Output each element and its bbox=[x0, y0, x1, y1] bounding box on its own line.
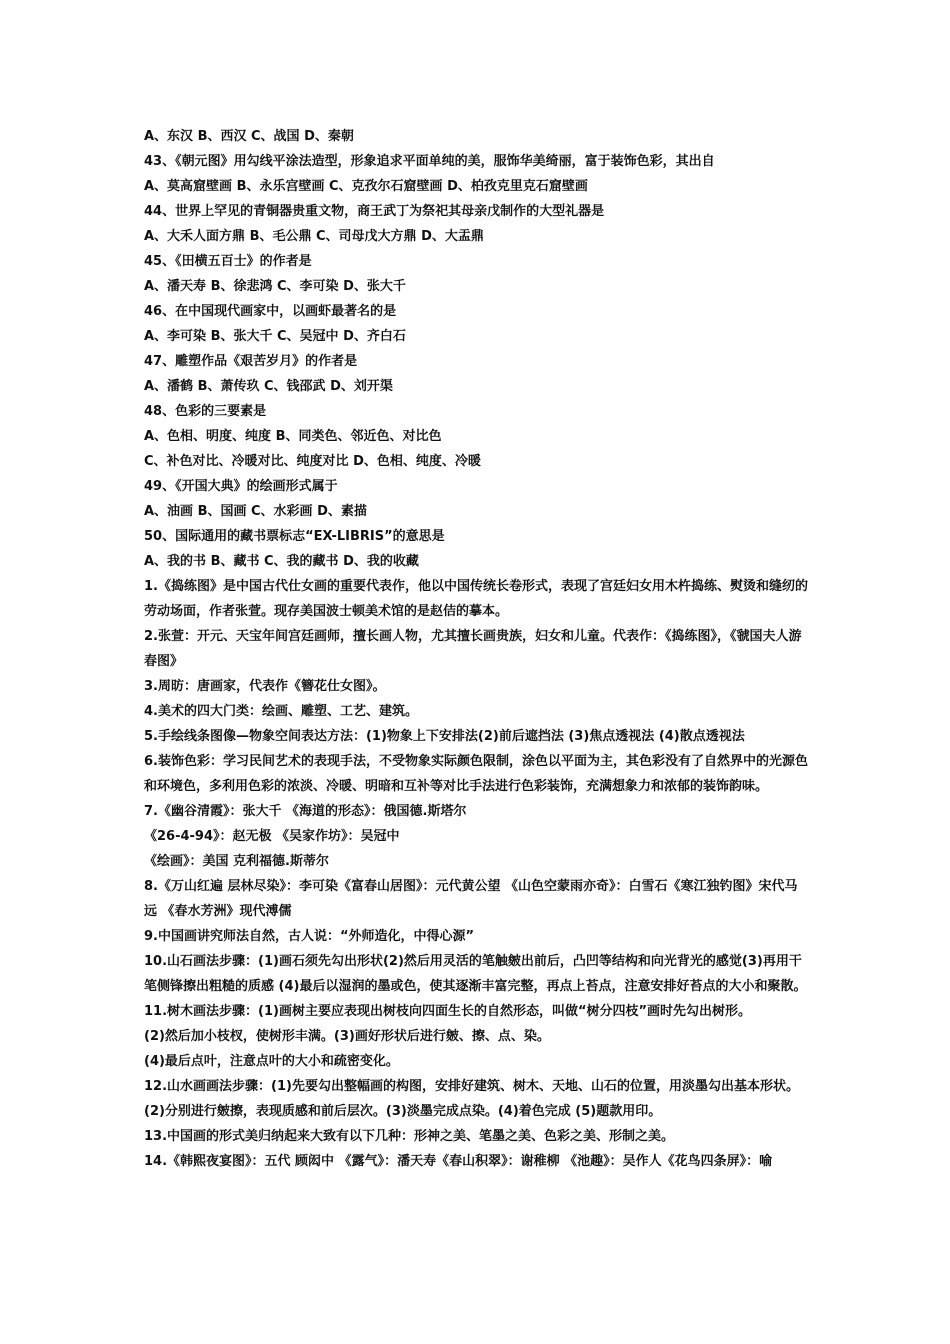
text-line: A、东汉 B、西汉 C、战国 D、秦朝 bbox=[144, 129, 354, 144]
options-45: A、潘天寿 B、徐悲鸿 C、李可染 D、张大千 bbox=[144, 279, 406, 294]
options-49: A、油画 B、国画 C、水彩画 D、素描 bbox=[144, 504, 367, 519]
note-12: 12.山水画画法步骤：(1)先要勾出整幅画的构图，安排好建筑、树木、天地、山石的位置，用淡墨勾出基本形状。(2)分别进行皴擦，表现质感和前后层次。(3)淡墨完成点染。(4)着色完成 (5)题款用印。 bbox=[144, 1079, 799, 1119]
options-48-a: A、色相、明度、纯度 B、同类色、邻近色、对比色 bbox=[144, 429, 442, 444]
note-5: 5.手绘线条图像—物象空间表达方法：(1)物象上下安排法(2)前后遮挡法 (3)焦点透视法 (4)散点透视法 bbox=[144, 729, 745, 744]
note-1: 1.《捣练图》是中国古代仕女画的重要代表作，他以中国传统长卷形式，表现了宫廷妇女用木杵捣练、熨烫和缝纫的劳动场面，作者张萱。现存美国波士顿美术馆的是赵佶的摹本。 bbox=[144, 579, 808, 619]
question-46: 46、在中国现代画家中，以画虾最著名的是 bbox=[144, 304, 397, 319]
note-11: 11.树木画法步骤：(1)画树主要应表现出树枝向四面生长的自然形态，叫做“树分四枝”画时先勾出树形。 bbox=[144, 1004, 752, 1019]
options-47: A、潘鹤 B、萧传玖 C、钱邵武 D、刘开渠 bbox=[144, 379, 393, 394]
note-4: 4.美术的四大门类：绘画、雕塑、工艺、建筑。 bbox=[144, 704, 418, 719]
note-2: 2.张萱：开元、天宝年间宫廷画师，擅长画人物，尤其擅长画贵族，妇女和儿童。代表作：《捣练图》，《虢国夫人游春图》 bbox=[144, 629, 802, 669]
note-7-line-2: 《26-4-94》：赵无极 《吴家作坊》：吴冠中 bbox=[144, 829, 400, 844]
note-7: 7.《幽谷清霞》：张大千 《海道的形态》：俄国德.斯塔尔 bbox=[144, 804, 467, 819]
question-45: 45、《田横五百士》的作者是 bbox=[144, 254, 312, 269]
options-43: A、莫高窟壁画 B、永乐宫壁画 C、克孜尔石窟壁画 D、柏孜克里克石窟壁画 bbox=[144, 179, 588, 194]
question-44: 44、世界上罕见的青铜器贵重文物，商王武丁为祭祀其母亲戊制作的大型礼器是 bbox=[144, 204, 605, 219]
question-48: 48、色彩的三要素是 bbox=[144, 404, 267, 419]
note-6: 6.装饰色彩：学习民间艺术的表现手法，不受物象实际颜色限制，涂色以平面为主，其色彩没有了自然界中的光源色和环境色，多利用色彩的浓淡、冷暖、明暗和互补等对比手法进行色彩装饰，充满想象力和浓郁的装饰韵味。 bbox=[144, 754, 808, 794]
note-11-line-3: (4)最后点叶，注意点叶的大小和疏密变化。 bbox=[144, 1054, 399, 1069]
question-43: 43、《朝元图》用勾线平涂法造型，形象追求平面单纯的美，服饰华美绮丽，富于装饰色彩，其出自 bbox=[144, 154, 715, 169]
options-46: A、李可染 B、张大千 C、吴冠中 D、齐白石 bbox=[144, 329, 406, 344]
question-49: 49、《开国大典》的绘画形式属于 bbox=[144, 479, 338, 494]
note-13: 13.中国画的形式美归纳起来大致有以下几种：形神之美、笔墨之美、色彩之美、形制之美。 bbox=[144, 1129, 675, 1144]
note-11-line-2: (2)然后加小枝杈，使树形丰满。(3)画好形状后进行皴、擦、点、染。 bbox=[144, 1029, 550, 1044]
note-8: 8.《万山红遍 层林尽染》：李可染《富春山居图》：元代黄公望 《山色空蒙雨亦奇》：白雪石《寒江独钓图》宋代马远 《春水芳洲》现代溥儒 bbox=[144, 879, 798, 919]
options-48-b: C、补色对比、冷暖对比、纯度对比 D、色相、纯度、冷暖 bbox=[144, 454, 481, 469]
document-page bbox=[144, 124, 810, 1174]
note-9: 9.中国画讲究师法自然，古人说：“外师造化，中得心源” bbox=[144, 929, 475, 944]
question-50: 50、国际通用的藏书票标志“EX-LIBRIS”的意思是 bbox=[144, 529, 445, 544]
question-47: 47、雕塑作品《艰苦岁月》的作者是 bbox=[144, 354, 358, 369]
note-3: 3.周昉：唐画家，代表作《簪花仕女图》。 bbox=[144, 679, 386, 694]
note-7-line-3: 《绘画》：美国 克利福德.斯蒂尔 bbox=[144, 854, 329, 869]
options-44: A、大禾人面方鼎 B、毛公鼎 C、司母戊大方鼎 D、大盂鼎 bbox=[144, 229, 484, 244]
options-50: A、我的书 B、藏书 C、我的藏书 D、我的收藏 bbox=[144, 554, 419, 569]
note-10: 10.山石画法步骤：(1)画石须先勾出形状(2)然后用灵活的笔触皴出前后，凸凹等结构和向光背光的感觉(3)再用干笔侧锋擦出粗糙的质感 (4)最后以湿润的墨或色，使其逐渐丰富完整，再点上苔点，注意安排好苔点的大小和聚散。 bbox=[144, 954, 807, 994]
note-14: 14.《韩熙夜宴图》：五代 顾闳中 《露气》：潘天寿《春山积翠》：谢稚柳 《池趣》：吴作人《花鸟四条屏》：喻 bbox=[144, 1154, 773, 1169]
